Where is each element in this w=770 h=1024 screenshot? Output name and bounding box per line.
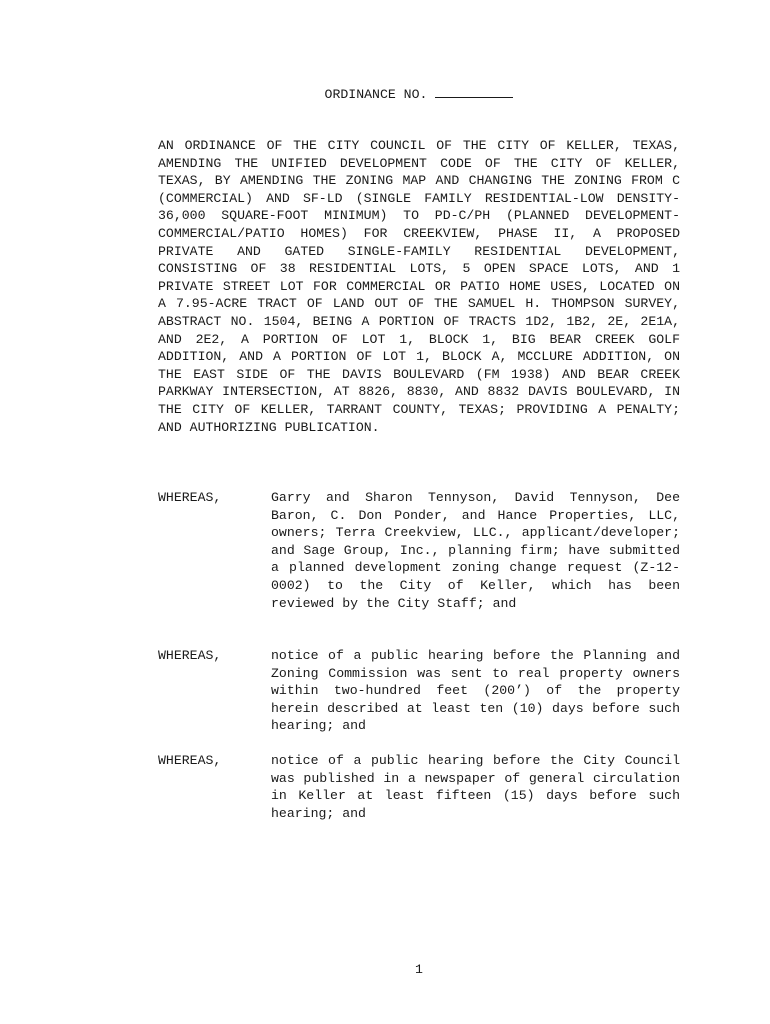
page-number: 1 [415,962,423,977]
whereas-text: notice of a public hearing before the City Council was published in a newspaper of general circulation in Keller at least fifteen (15) days before such hearing; and [271,753,680,821]
whereas-label: WHEREAS, [158,490,222,505]
whereas-text: Garry and Sharon Tennyson, David Tennyson, Dee Baron, C. Don Ponder, and Hance Properties, LLC, owners; Terra Creekview, LLC., applicant/developer; and Sage Group, Inc., planning firm; have submitted a planned development zoning change request (Z-12-0002) to the City of Keller, which has been reviewed by the City Staff; and [271,490,680,611]
whereas-label: WHEREAS, [158,753,222,768]
whereas-text: notice of a public hearing before the Planning and Zoning Commission was sent to real property owners within two-hundred feet (200’) of the property herein described at least ten (10) days before such hearing; and [271,648,680,734]
ordinance-title-text: ORDINANCE NO. [324,87,428,102]
ordinance-title [0,85,770,104]
whereas-label: WHEREAS, [158,648,222,663]
ordinance-number-blank [435,85,513,98]
ordinance-preamble: AN ORDINANCE OF THE CITY COUNCIL OF THE CITY OF KELLER, TEXAS, AMENDING THE UNIFIED DEVELOPMENT CODE OF THE CITY OF KELLER, TEXAS, BY AMENDING THE ZONING MAP AND CHANGING THE ZONING FROM C (COMMERCIAL) AND SF-LD (SINGLE FAMILY RESIDENTIAL-LOW DENSITY-36,000 SQUARE-FOOT MINIMUM) TO PD-C/PH (PLANNED DEVELOPMENT-COMMERCIAL/PATIO HOMES) FOR CREEKVIEW, PHASE II, A PROPOSED PRIVATE AND GATED SINGLE-FAMILY RESIDENTIAL DEVELOPMENT, CONSISTING OF 38 RESIDENTIAL LOTS, 5 OPEN SPACE LOTS, AND 1 PRIVATE STREET LOT FOR COMMERCIAL OR PATIO HOME USES, LOCATED ON A 7.95-ACRE TRACT OF LAND OUT OF THE SAMUEL H. THOMPSON SURVEY, ABSTRACT NO. 1504, BEING A PORTION OF TRACTS 1D2, 1B2, 2E, 2E1A, AND 2E2, A PORTION OF LOT 1, BLOCK 1, BIG BEAR CREEK GOLF ADDITION, AND A PORTION OF LOT 1, BLOCK A, MCCLURE ADDITION, ON THE EAST SIDE OF THE DAVIS BOULEVARD (FM 1938) AND BEAR CREEK PARKWAY INTERSECTION, AT 8826, 8830, AND 8832 DAVIS BOULEVARD, IN THE CITY OF KELLER, TARRANT COUNTY, TEXAS; PROVIDING A PENALTY; AND AUTHORIZING PUBLICATION. [158,138,680,435]
